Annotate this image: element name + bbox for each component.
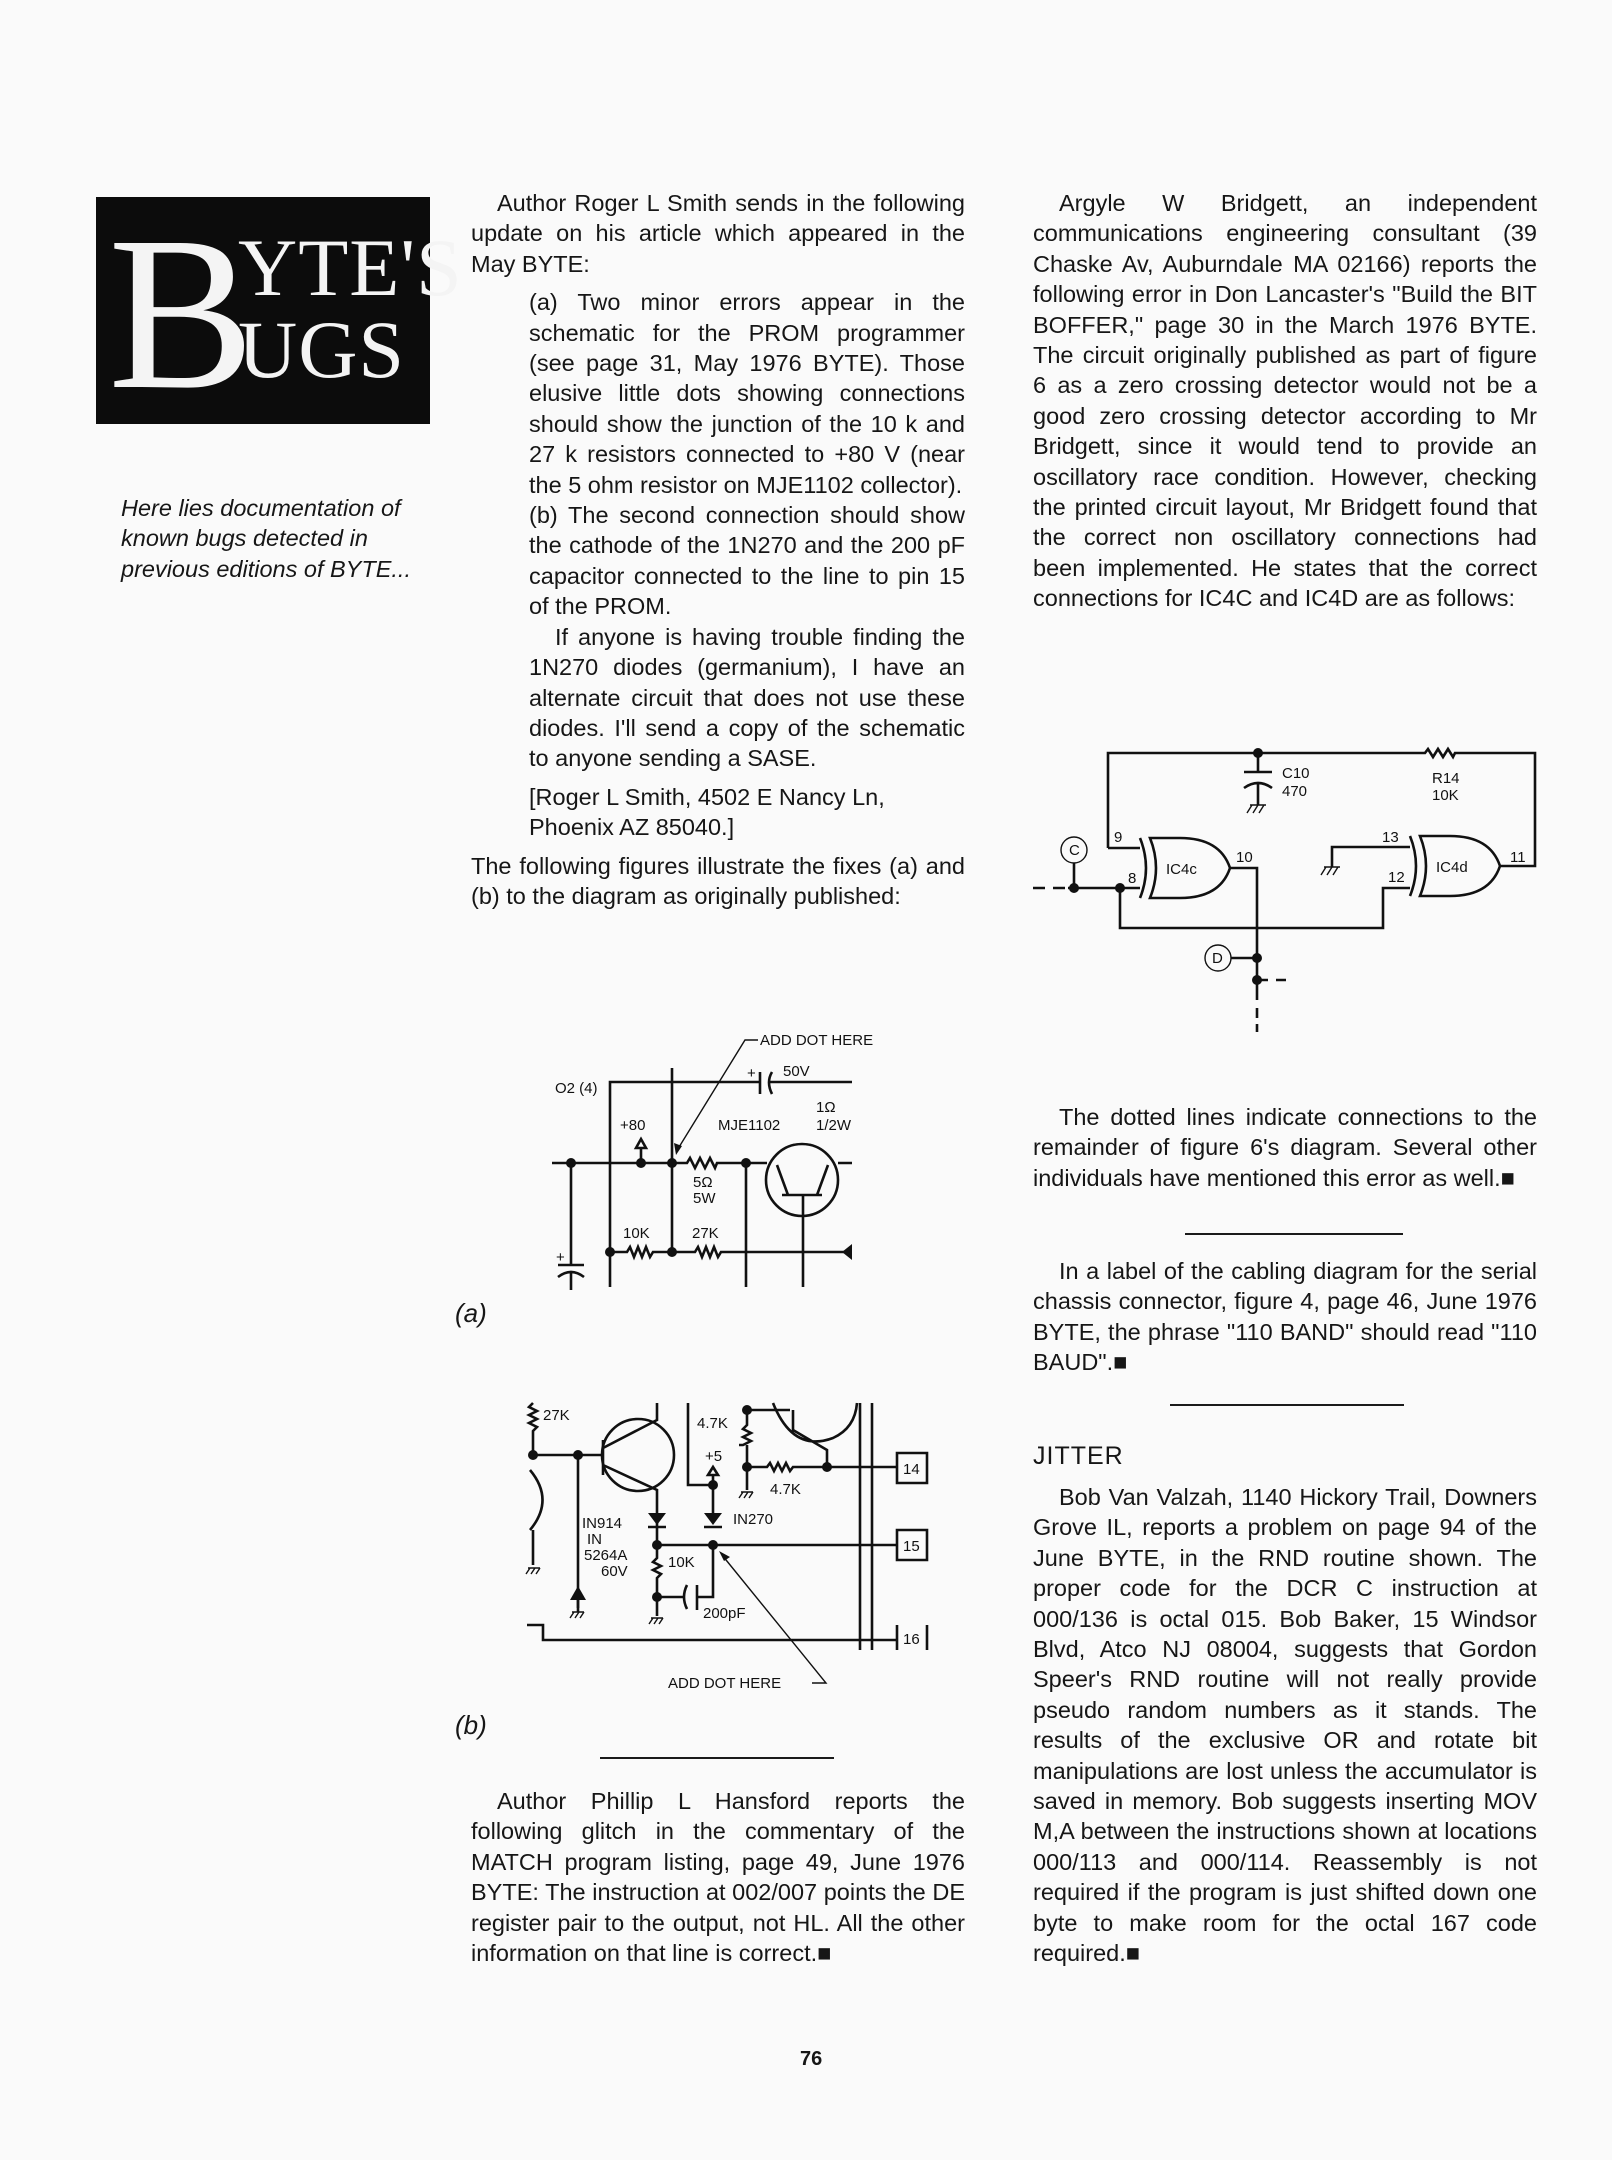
divider [1185, 1233, 1403, 1235]
hansford-report: Author Phillip L Hansford reports the following glitch in the commentary of the MATCH program listing, page 49, June 1976 BYTE: The instruction at 002/007 points the DE register pair to the output, not HL. All the other information on that line is correct.■ [471, 1788, 965, 1967]
item-b: (b) The second connection should show the cathode of the 1N270 and the 200 pF capacitor connected to the line to pin 15 of the PROM. [529, 502, 965, 620]
smith-intro: Author Roger L Smith sends in the following update on his article which appeared in the May BYTE: [471, 190, 965, 277]
label-470: 470 [1282, 783, 1308, 800]
pin-13: 13 [1382, 829, 1399, 846]
logo-letter-b: B [108, 191, 255, 435]
label-in914: IN914 [582, 1515, 623, 1532]
add-dot-label-a: ADD DOT HERE [760, 1032, 874, 1049]
label-in270: IN270 [733, 1511, 774, 1528]
node-c: C [1069, 842, 1080, 859]
pin-10: 10 [1236, 849, 1253, 866]
label-27k: 27K [692, 1225, 719, 1242]
label-5w: 5W [693, 1190, 716, 1207]
label-1ohm: 1Ω [816, 1099, 836, 1116]
label-27k-b: 27K [543, 1407, 570, 1424]
label-half-watt: 1/2W [816, 1117, 852, 1134]
label-4k7-bottom: 4.7K [770, 1481, 801, 1498]
add-dot-label-b: ADD DOT HERE [668, 1675, 782, 1692]
jitter-report: Bob Van Valzah, 1140 Hickory Trail, Downers Grove IL, reports a problem on page 94 of the June BYTE, in the RND routine shown. The proper code for the DCR C instruction at 000/136 is octal 015. Bob Baker, 15 Windsor Blvd, Atco NJ 08004, suggests that Gordon Speer's RND routine will not really provide pseudo random numbers as it stands. The results of the exclusive OR and rotate bit manipulations are lost unless the accumulator is saved in memory. Bob suggests inserting MOV M,A between the instructions shown at locations 000/113 and 000/114. Reassembly is not required if the program is just shifted down one byte to make room for the octal 167 code required.■ [1033, 1484, 1537, 1967]
label-4k7-top: 4.7K [697, 1415, 728, 1432]
column-2-bottom [471, 1786, 965, 1968]
label-c10: C10 [1282, 765, 1310, 782]
pin-9: 9 [1114, 829, 1123, 846]
column-3-jitter [1033, 1482, 1537, 1969]
label-cap-plus: + [556, 1249, 565, 1266]
label-10k-b: 10K [668, 1554, 695, 1571]
pin-15: 15 [903, 1538, 920, 1555]
section-caption: Here lies documentation of known bugs detected in previous editions of BYTE... [121, 495, 411, 582]
pin-11: 11 [1510, 849, 1526, 866]
label-r14-10k: 10K [1432, 787, 1459, 804]
label-50v: 50V [783, 1063, 810, 1080]
column-3-baud [1033, 1256, 1537, 1378]
logo-line2: UGS [238, 304, 406, 395]
page-number: 76 [800, 2048, 823, 2070]
pin-14: 14 [903, 1461, 920, 1478]
node-d: D [1212, 950, 1223, 967]
pointer-arrow [676, 1040, 758, 1152]
pin-12: 12 [1388, 869, 1405, 886]
schematic-figure-a [540, 1020, 880, 1300]
label-plus5: +5 [705, 1448, 723, 1465]
jitter-heading-wrap [1033, 1442, 1124, 1471]
label-ic4c: IC4c [1166, 861, 1197, 878]
label-5ohm: 5Ω [693, 1174, 713, 1191]
label-5264a: 5264A [584, 1547, 628, 1564]
alternate-circuit: If anyone is having trouble finding the 1N270 diodes (germanium), I have an alternate circuit that does not use these diodes. I'll send a copy of the schematic to anyone sending a SASE. [529, 623, 965, 772]
bytes-bugs-logo [96, 191, 463, 435]
item-a: (a) Two minor errors appear in the schematic for the PROM programmer (see page 31, May 1976 BYTE). Those elusive little dots showing connections should show the junction of the 10 k and 27 k resistors connected to +80 V (near the 5 ohm resistor on MJE1102 collector). [529, 289, 965, 498]
gate-ic4d [1332, 836, 1500, 896]
column-3-middle [1033, 1102, 1537, 1193]
label-plus: + [747, 1065, 756, 1082]
figures-intro: The following figures illustrate the fixes (a) and (b) to the diagram as originally published: [471, 852, 965, 909]
column-2-top [471, 188, 965, 911]
smith-address: [Roger L Smith, 4502 E Nancy Ln, Phoenix AZ 85040.] [529, 783, 885, 841]
column-3-top [1033, 188, 1537, 614]
divider [1170, 1404, 1404, 1406]
jitter-heading: JITTER [1033, 1442, 1124, 1470]
label-o2: O2 (4) [555, 1080, 598, 1097]
figure-a-label: (a) [455, 1298, 487, 1328]
logo-line1: YTE'S [238, 222, 463, 313]
label-in: IN [587, 1531, 602, 1548]
label-10k: 10K [623, 1225, 650, 1242]
pin-8: 8 [1128, 870, 1137, 887]
label-60v: 60V [601, 1563, 628, 1580]
label-plus80: +80 [620, 1117, 646, 1134]
schematic-figure-b [520, 1395, 940, 1695]
bridgett-report: Argyle W Bridgett, an independent communications engineering consultant (39 Chaske Av, Auburndale MA 02166) reports the following error in Don Lancaster's "Build the BIT BOFFER," page 30 in the March 1976 BYTE. The circuit originally published as part of figure 6 as a zero crossing detector would not be a good zero crossing detector according to Mr Bridgett, since it would tend to provide an oscillatory race condition. However, checking the printed circuit layout, Mr Bridgett found that the correct non oscillatory connections had been implemented. He states that the correct connections for IC4C and IC4D are as follows: [1033, 190, 1537, 612]
pin-16: 16 [903, 1631, 920, 1648]
dotted-lines-note: The dotted lines indicate connections to the remainder of figure 6's diagram. Several other individuals have mentioned this error as well.■ [1033, 1104, 1537, 1191]
label-ic4d: IC4d [1436, 859, 1468, 876]
divider [600, 1757, 834, 1759]
figure-b-label: (b) [455, 1710, 487, 1740]
schematic-figure-c [1028, 740, 1548, 1035]
label-200pf: 200pF [703, 1605, 746, 1622]
label-mje1102: MJE1102 [718, 1117, 781, 1134]
label-r14: R14 [1432, 770, 1460, 787]
baud-correction: In a label of the cabling diagram for the serial chassis connector, figure 4, page 46, June 1976 BYTE, the phrase "110 BAND" should read "110 BAUD".■ [1033, 1258, 1537, 1376]
